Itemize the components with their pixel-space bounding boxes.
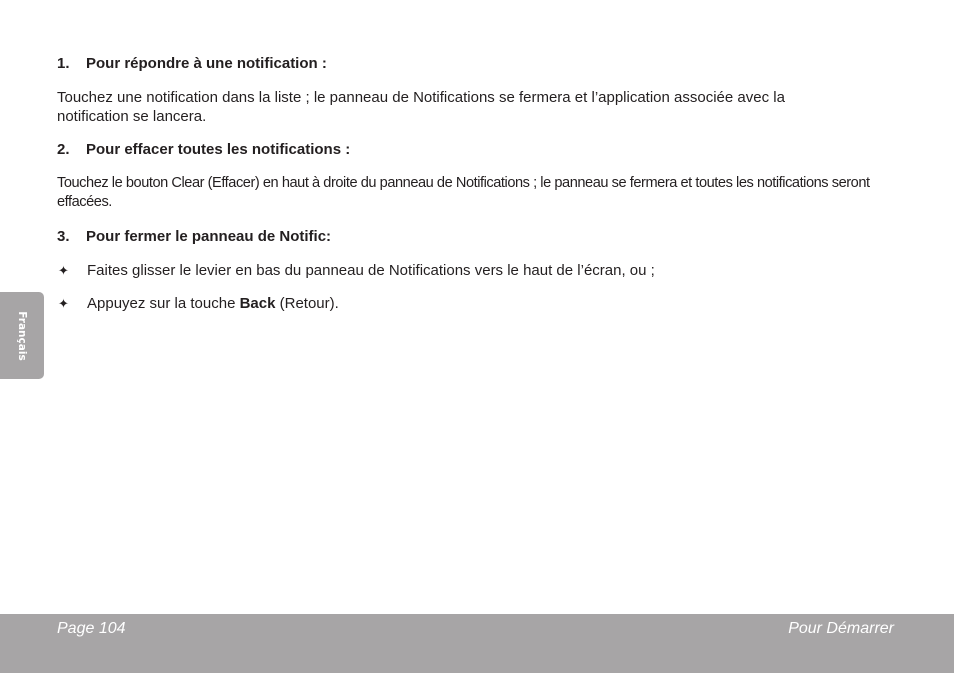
back-key-label: Back	[239, 295, 276, 312]
section-paragraph-1: Touchez une notification dans la liste ; le panneau de Notifications se fermera et l’application associée avec la notification se lancera.	[57, 89, 785, 125]
section-number: 2.	[57, 141, 70, 158]
bullet-star-icon: ✦	[58, 263, 69, 278]
section-number: 3.	[57, 228, 70, 245]
section-paragraph-2: Touchez le bouton Clear (Effacer) en haut à droite du panneau de Notifications ; le panneau se fermera et toutes les notifications seront effacées.	[57, 175, 870, 210]
bullet-item-2	[57, 294, 897, 313]
language-label: Français	[16, 310, 28, 361]
bullet-text-prefix: Appuyez sur la touche	[87, 295, 240, 312]
section-title: Pour effacer toutes les notifications :	[86, 141, 351, 158]
section-title: Pour fermer le panneau de Notific:	[86, 228, 332, 245]
section-heading-1	[57, 54, 327, 73]
bullet-item-1	[57, 261, 897, 280]
bullet-text	[87, 294, 339, 313]
language-side-tab	[0, 292, 44, 379]
bullet-text-suffix: (Retour).	[275, 295, 339, 312]
section-heading-2	[57, 140, 350, 159]
chapter-title: Pour Démarrer	[788, 620, 894, 637]
section-heading-3	[57, 227, 331, 246]
bullet-star-icon: ✦	[58, 296, 69, 311]
section-title: Pour répondre à une notification :	[86, 55, 327, 72]
page-footer	[0, 614, 954, 673]
bullet-text: Faites glisser le levier en bas du panneau de Notifications vers le haut de l’écran, ou ;	[87, 262, 655, 279]
page-number: Page 104	[57, 620, 126, 637]
section-number: 1.	[57, 55, 70, 72]
